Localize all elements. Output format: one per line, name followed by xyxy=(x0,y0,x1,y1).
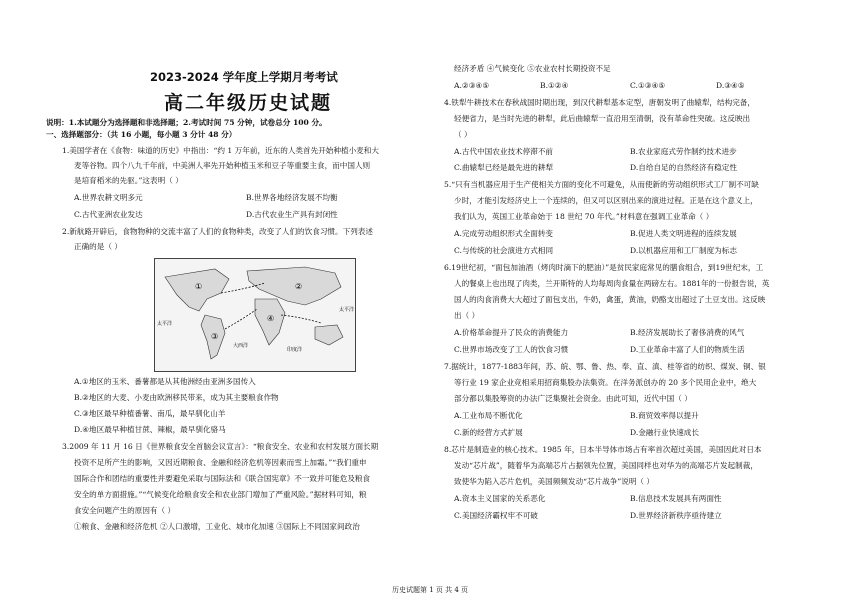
route-line xyxy=(225,309,257,329)
text-line: 3.2009 年 11 月 16 日《世界粮食安全首脑会议宣言》：“粮食安全、农业和农村发展方面长期 xyxy=(62,442,379,451)
answer-option: A.世界农耕文明多元 xyxy=(74,193,143,202)
answer-option: A.价格革命提升了民众的消费能力 xyxy=(454,328,569,337)
text-line: 正确的是（ ） xyxy=(74,242,122,251)
answer-option: A.①地区的玉米、番薯都是从其他洲经由亚洲多国传入 xyxy=(74,377,256,386)
text-line: ①粮食、金融和经济危机 ②人口激增，工业化、城市化加速 ③国际上不同国家间政治 xyxy=(74,522,360,531)
answer-option: B.①②④ xyxy=(540,81,569,90)
answer-option: B.促进人类文明进程的连续发展 xyxy=(630,229,737,238)
exam-title: 2023-2024 学年度上学期月考考试 xyxy=(150,70,338,84)
region-label: ② xyxy=(295,282,303,291)
text-line: 国际合作和团结的重要性并要避免采取与国际法和《联合国宪章》不一致并可能危及粮食 xyxy=(74,474,371,483)
text-line: 7.据统计，1877-1883年间，苏、皖、鄂、鲁、热、奉、直、滇、桂等省的纺织、煤炭、铜、银 xyxy=(444,362,766,371)
answer-option: B.世界各地经济发展不均衡 xyxy=(246,193,338,202)
text-line: 是培育稻米的先驱。”这表明（ ） xyxy=(74,176,183,185)
answer-option: C.与传统的社会演进方式相同 xyxy=(454,246,554,255)
ocean-label: 太平洋 xyxy=(157,321,173,327)
answer-option: B.经济发展助长了奢侈消费的风气 xyxy=(630,328,745,337)
text-line: 我们认为，英国工业革命始于 18 世纪 70 年代。”材料意在强调工业革命（ ） xyxy=(454,212,714,221)
text-line: （ ） xyxy=(454,130,472,139)
answer-option: C.③地区最早种植番薯、南瓜，最早驯化山羊 xyxy=(74,409,226,418)
answer-option: D.④地区最早种植甘蔗、辣椒，最早驯化骆马 xyxy=(74,425,226,434)
answer-option: C.新的经营方式扩展 xyxy=(454,428,523,437)
ocean-label: 大西洋 xyxy=(233,343,249,349)
world-map-figure xyxy=(154,258,356,372)
text-line: 少时，才能引发经济史上一个连续的，但又可以区别出来的演进过程。正是在这个意义上， xyxy=(454,196,758,205)
text-line: 致使华为陷入芯片危机，美国频频发动“芯片战争”说明（ ） xyxy=(454,477,655,486)
instructions: 说明：1.本试题分为选择题和非选择题；2.考试时间 75 分钟，试卷总分 100 分。 xyxy=(46,118,327,127)
answer-option: C.古代亚洲农业发达 xyxy=(74,210,143,219)
text-line: 2.新航路开辟后，食物物种的交流丰富了人们的食物种类，改变了人们的饮食习惯。下列表述 xyxy=(62,227,373,236)
text-line: 等行业 19 家企业竞相采用招商集股办法集资。在洋务派创办的 20 多个民用企业中，绝大 xyxy=(454,378,757,387)
answer-option: B.信息技术发展具有两面性 xyxy=(630,494,722,503)
answer-option: D.③④⑤ xyxy=(716,81,745,90)
answer-option: D.古代农业生产具有封闭性 xyxy=(246,210,338,219)
answer-option: D.以机器应用和工厂制度为标志 xyxy=(630,246,737,255)
answer-option: A.工业布局不断优化 xyxy=(454,411,523,420)
answer-option: A.资本主义国家的关系恶化 xyxy=(454,494,546,503)
text-line: 发动“芯片战”，随着华为高端芯片占据领先位置，美国同样也对华为的高端芯片发起制裁， xyxy=(454,461,758,470)
text-line: 人的餐桌上也出现了肉类，兰开斯特的人均每周肉食量在两磅左右。1881年的一份报告说，英 xyxy=(454,279,770,288)
answer-option: A.古代中国农业技术停滞不前 xyxy=(454,147,554,156)
region-label: ③ xyxy=(211,332,219,341)
text-line: 8.芯片是制造业的核心技术。1985 年，日本半导体市场占有率首次超过美国，美国因此对日本 xyxy=(444,445,762,454)
answer-option: B.②地区的大麦、小麦由欧洲移民带来，成为其主要粮食作物 xyxy=(74,393,279,402)
text-line: 1.美国学者在《食物：味道的历史》中指出：“约 1 万年前，近东的人类首先开始种植小麦和大 xyxy=(62,146,379,155)
text-line: 麦等谷物。四个八九千年前，中美洲人率先开始种植玉米和豆子等重要主食，而中国人则 xyxy=(74,161,371,170)
answer-option: B.农业家庭式劳作制约技术进步 xyxy=(630,147,737,156)
answer-option: A.②③④⑤ xyxy=(454,81,490,90)
section-heading: 一、选择题部分：（共 16 小题，每小题 3 分计 48 分） xyxy=(46,130,237,139)
text-line: 国人的肉食消费大大超过了面包支出，牛奶，禽蛋，黄油，奶酪支出超过了土豆支出。这反映 xyxy=(454,295,766,304)
answer-option: A.完成劳动组织形式全面转变 xyxy=(454,229,554,238)
answer-option: D.金融行业快速成长 xyxy=(630,428,699,437)
answer-option: C.①③④⑤ xyxy=(630,81,666,90)
answer-option: C.曲辕犁已经是最先进的耕犁 xyxy=(454,163,554,172)
text-line: 部分都以集股筹资的办法广泛集聚社会资金。由此可知，近代中国（ ） xyxy=(454,394,692,403)
ocean-label: 太平洋 xyxy=(339,307,355,313)
text-line: 出（ ） xyxy=(454,311,480,320)
ocean-label: 印度洋 xyxy=(287,347,303,353)
route-line xyxy=(281,315,321,323)
text-line: 食安全问题产生的原因有（ ） xyxy=(74,506,176,515)
region-label: ④ xyxy=(267,314,275,323)
answer-option: C.美国经济霸权牢不可破 xyxy=(454,511,538,520)
text-line: 6.19世纪初，“面包加油酒（烤肉时滴下的肥油）”是贫民家庭常见的膳食组合，到19世纪末，工 xyxy=(444,263,764,272)
text-line: 安全的单方面措施。”“气候变化给粮食安全和农业部门增加了严重风险。”据材料可知，粮 xyxy=(74,490,367,499)
answer-option: C.世界市场改变了工人的饮食习惯 xyxy=(454,345,569,354)
australia-shape xyxy=(315,325,343,345)
page-footer: 历史试题第 1 页 共 4 页 xyxy=(391,586,469,594)
answer-option: D.世界经济新秩序亟待建立 xyxy=(630,511,722,520)
text-line: 经济矛盾 ④气候变化 ⑤农业农村长期投资不足 xyxy=(454,64,611,73)
region-label: ① xyxy=(195,282,203,291)
text-line: 投资不足所产生的影响，又因近期粮食、金融和经济危机等因素而雪上加霜。”“我们重申 xyxy=(74,458,367,467)
answer-option: B.商贸效率得以提升 xyxy=(630,411,699,420)
text-line: 5.“只有当机器应用于生产使相关方面的变化不可避免，从而使新的劳动组织形式工厂制不可缺 xyxy=(444,180,759,189)
text-line: 轻便省力，是当时先进的耕犁，此后曲辕犁一直沿用至清朝，没有革命性突破。这反映出 xyxy=(454,114,751,123)
answer-option: D.工业革命丰富了人们的物质生活 xyxy=(630,345,745,354)
paper-title: 高二年级历史试题 xyxy=(164,92,333,114)
answer-option: D.自给自足的自然经济有稳定性 xyxy=(630,163,737,172)
text-line: 4.铁犁牛耕技术在春秋战国时期出现，到汉代耕犁基本定型，唐朝发明了曲辕犁，结构完备， xyxy=(444,98,755,107)
